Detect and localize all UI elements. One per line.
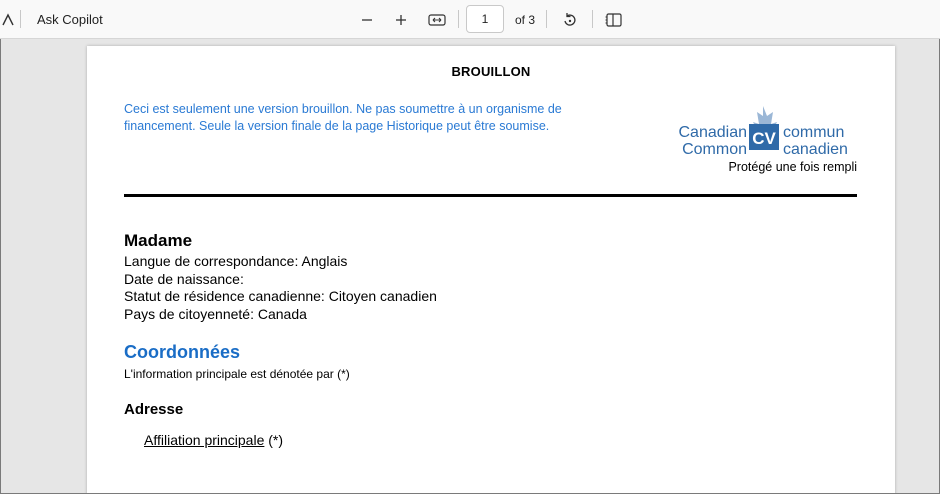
- ask-copilot-button[interactable]: Ask Copilot: [37, 12, 103, 27]
- info-line: Date de naissance:: [124, 271, 244, 287]
- draft-notice: Ceci est seulement une version brouillon. Ne pas soumettre à un organisme de financement. Seule la version finale de la page Historique peut être soumise.: [124, 102, 562, 133]
- zoom-in-icon[interactable]: [387, 0, 415, 39]
- toolbar-divider: [458, 10, 459, 28]
- logo-commun-text: commun: [783, 124, 845, 141]
- page-total-label: of 3: [515, 12, 536, 27]
- toolbar-divider: [20, 10, 21, 28]
- info-line: Statut de résidence canadienne: Citoyen canadien: [124, 288, 437, 304]
- fit-width-icon[interactable]: [423, 0, 451, 39]
- header-divider: [124, 194, 857, 197]
- logo-common-text: Common: [682, 141, 747, 158]
- section-hint: L'information principale est dénotée par (*): [124, 367, 350, 381]
- canadian-common-cv-logo: [677, 104, 857, 164]
- section-title: Coordonnées: [124, 342, 241, 362]
- page-number-input[interactable]: [466, 5, 504, 33]
- document-title: BROUILLON: [451, 64, 531, 79]
- info-line: Pays de citoyenneté: Canada: [124, 306, 307, 322]
- person-name: Madame: [124, 231, 193, 250]
- document-viewer[interactable]: [0, 39, 940, 494]
- address-heading: Adresse: [124, 401, 184, 418]
- toolbar-divider: [546, 10, 547, 28]
- affiliation-label: Affiliation principale: [144, 432, 265, 448]
- protected-label: Protégé une fois rempli: [728, 160, 857, 174]
- copilot-icon[interactable]: [0, 0, 22, 39]
- logo-canadian-text: Canadian: [678, 124, 747, 141]
- info-line: Langue de correspondance: Anglais: [124, 253, 348, 269]
- zoom-out-icon[interactable]: [353, 0, 381, 39]
- toolbar-divider: [592, 10, 593, 28]
- pdf-toolbar: [0, 0, 940, 39]
- affiliation-line: [144, 432, 283, 448]
- rotate-icon[interactable]: [556, 0, 584, 39]
- affiliation-marker: (*): [268, 432, 284, 448]
- logo-cv-text: CV: [752, 129, 776, 148]
- logo-canadien-text: canadien: [783, 141, 848, 158]
- pdf-page: [87, 46, 895, 494]
- page-view-icon[interactable]: [600, 0, 628, 39]
